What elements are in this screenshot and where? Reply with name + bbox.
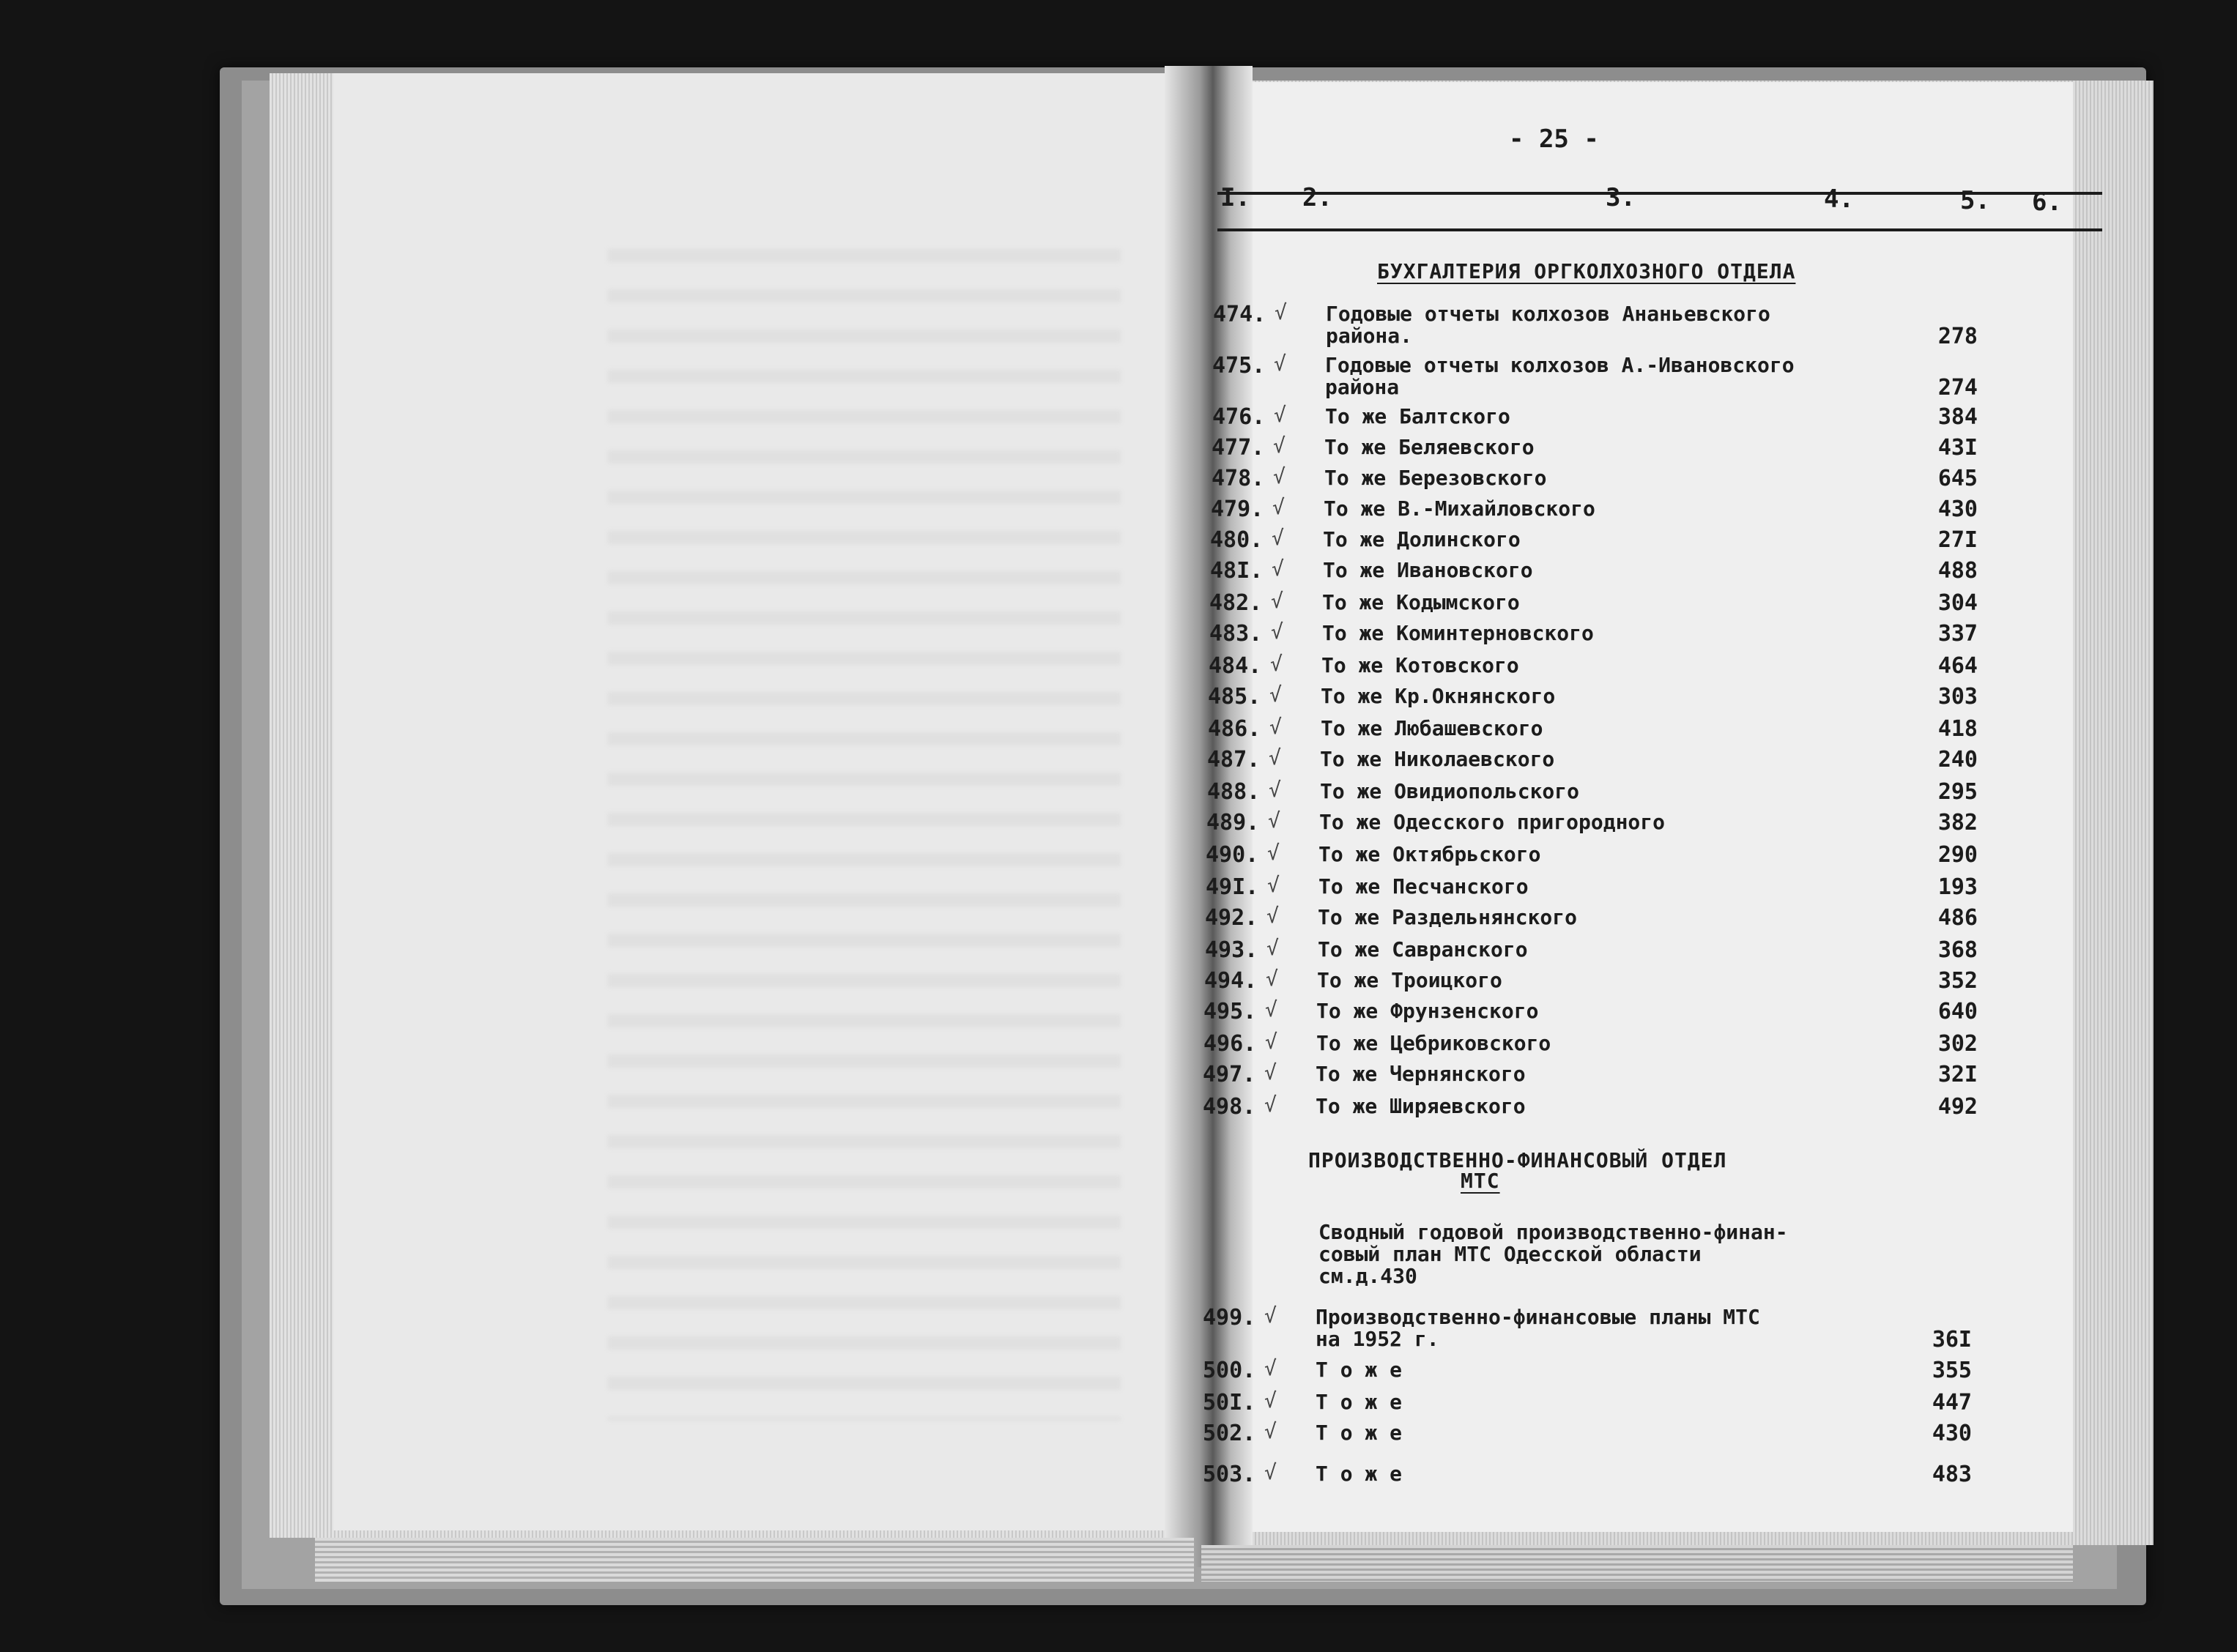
- column-number-5: 5.: [1960, 186, 1990, 215]
- check-mark: √: [1269, 778, 1281, 802]
- item-number: 475.: [1212, 353, 1266, 379]
- item-number: 478.: [1212, 466, 1265, 491]
- check-mark: √: [1269, 745, 1281, 770]
- check-mark: √: [1273, 464, 1286, 488]
- check-mark: √: [1264, 1460, 1277, 1484]
- item-number: 479.: [1211, 496, 1264, 522]
- sheet-count: 36I: [1932, 1327, 1972, 1353]
- item-description: То же Кр.Окнянского: [1321, 684, 1556, 708]
- sheet-count: 483: [1932, 1462, 1972, 1487]
- item-description: Производственно-финансовые планы МТС: [1316, 1305, 1760, 1329]
- check-mark: √: [1271, 589, 1283, 613]
- item-number: 495.: [1203, 999, 1257, 1024]
- item-number: 494.: [1204, 968, 1258, 994]
- check-mark: √: [1264, 1419, 1277, 1443]
- item-number: 503.: [1203, 1462, 1256, 1487]
- item-description: То же Цебриковского: [1316, 1031, 1551, 1055]
- check-mark: √: [1265, 997, 1277, 1022]
- check-mark: √: [1264, 1303, 1277, 1328]
- column-number-1: I.: [1220, 183, 1250, 212]
- item-description: То же Троицкого: [1317, 968, 1502, 992]
- item-description: То же Песчанского: [1318, 874, 1529, 898]
- column-number-3: 3.: [1606, 183, 1636, 212]
- item-description: на 1952 г.: [1316, 1327, 1439, 1351]
- check-mark: √: [1264, 1388, 1277, 1413]
- check-mark: √: [1271, 620, 1283, 644]
- item-number: 502.: [1203, 1421, 1256, 1446]
- check-mark: √: [1269, 682, 1282, 707]
- item-description: То же Октябрьского: [1318, 842, 1541, 866]
- item-description: То же Кодымского: [1322, 590, 1520, 614]
- check-mark: √: [1272, 526, 1284, 550]
- check-mark: √: [1268, 808, 1280, 833]
- sheet-count: 447: [1932, 1390, 1972, 1415]
- item-number: 493.: [1205, 937, 1258, 963]
- check-mark: √: [1269, 715, 1282, 739]
- page-number: - 25 -: [1509, 124, 1599, 154]
- item-description: То же Долинского: [1323, 527, 1521, 551]
- check-mark: √: [1264, 1356, 1277, 1380]
- item-number: 497.: [1203, 1062, 1256, 1087]
- sheet-count: 295: [1937, 779, 1978, 805]
- section-note: см.д.430: [1318, 1264, 1417, 1288]
- sheet-count: 303: [1937, 684, 1978, 710]
- sheet-count: 418: [1937, 716, 1978, 742]
- sheet-count: 430: [1932, 1421, 1972, 1446]
- item-description: То же Беляевского: [1324, 435, 1535, 459]
- item-description: Т о ж е: [1316, 1358, 1403, 1382]
- item-number: 476.: [1212, 404, 1266, 430]
- section-note: совый план МТС Одесской области: [1318, 1242, 1702, 1266]
- item-description: То же Котовского: [1321, 653, 1519, 677]
- item-number: 477.: [1212, 435, 1265, 461]
- check-mark: √: [1264, 1093, 1277, 1117]
- sheet-count: 488: [1937, 558, 1978, 584]
- item-description: То же Балтского: [1325, 404, 1510, 428]
- item-description: То же Любашевского: [1321, 716, 1543, 740]
- column-number-4: 4.: [1824, 185, 1854, 214]
- check-mark: √: [1272, 495, 1285, 519]
- check-mark: √: [1274, 403, 1286, 427]
- item-description: Т о ж е: [1316, 1390, 1403, 1414]
- sheet-count: 278: [1937, 324, 1978, 349]
- sheet-count: 32I: [1937, 1062, 1978, 1087]
- check-mark: √: [1267, 873, 1280, 897]
- check-mark: √: [1274, 351, 1286, 376]
- item-number: 490.: [1206, 842, 1259, 868]
- item-number: 486.: [1208, 716, 1261, 742]
- check-mark: √: [1266, 936, 1279, 960]
- item-number: 499.: [1203, 1305, 1256, 1331]
- column-number-6: 6.: [2032, 187, 2062, 217]
- item-number: 496.: [1203, 1031, 1257, 1057]
- sheet-count: 384: [1937, 404, 1978, 430]
- sheet-count: 193: [1937, 874, 1978, 900]
- section-note: Сводный годовой производственно-финан-: [1318, 1220, 1788, 1244]
- column-number-2: 2.: [1302, 183, 1332, 212]
- item-number: 500.: [1203, 1358, 1256, 1383]
- item-description: Т о ж е: [1316, 1421, 1403, 1445]
- sheet-count: 290: [1937, 842, 1978, 868]
- item-number: 484.: [1209, 653, 1262, 679]
- header-rule-bottom: [1217, 228, 2102, 231]
- item-description: То же Чернянского: [1316, 1062, 1526, 1086]
- item-description: То же Савранского: [1318, 937, 1528, 961]
- item-description: То же Березовского: [1324, 466, 1547, 490]
- item-description: То же Коминтерновского: [1322, 621, 1594, 645]
- item-description: То же Раздельнянского: [1318, 905, 1578, 929]
- sheet-count: 645: [1937, 466, 1978, 491]
- item-description: То же Фрунзенского: [1316, 999, 1539, 1023]
- check-mark: √: [1264, 1060, 1277, 1084]
- item-description: Годовые отчеты колхозов Ананьевского: [1326, 302, 1770, 326]
- check-mark: √: [1275, 300, 1287, 324]
- item-description: Т о ж е: [1316, 1462, 1403, 1486]
- check-mark: √: [1266, 904, 1279, 928]
- section-title-line2: МТС: [1461, 1169, 1500, 1193]
- item-description: То же Одесского пригородного: [1319, 810, 1666, 834]
- item-number: 498.: [1203, 1094, 1256, 1120]
- sheet-count: 382: [1937, 810, 1978, 836]
- sheet-count: 302: [1937, 1031, 1978, 1057]
- sheet-count: 368: [1937, 937, 1978, 963]
- item-description: То же Николаевского: [1320, 747, 1555, 771]
- item-number: 474.: [1213, 302, 1266, 327]
- item-number: 485.: [1208, 684, 1261, 710]
- item-description: То же Ширяевского: [1316, 1094, 1526, 1118]
- section-title: БУХГАЛТЕРИЯ ОРГКОЛХОЗНОГО ОТДЕЛА: [1377, 259, 1796, 283]
- sheet-count: 430: [1937, 496, 1978, 522]
- item-number: 49I.: [1206, 874, 1259, 900]
- sheet-count: 240: [1937, 747, 1978, 773]
- check-mark: √: [1267, 841, 1280, 865]
- item-number: 50I.: [1203, 1390, 1256, 1415]
- sheet-count: 640: [1937, 999, 1978, 1024]
- sheet-count: 274: [1937, 375, 1978, 401]
- sheet-count: 464: [1937, 653, 1978, 679]
- item-number: 482.: [1209, 590, 1263, 616]
- item-number: 489.: [1206, 810, 1260, 836]
- sheet-count: 337: [1937, 621, 1978, 647]
- item-description: Годовые отчеты колхозов А.-Ивановского: [1325, 353, 1795, 377]
- check-mark: √: [1270, 652, 1283, 676]
- sheet-count: 492: [1937, 1094, 1978, 1120]
- sheet-count: 304: [1937, 590, 1978, 616]
- sheet-count: 352: [1937, 968, 1978, 994]
- sheet-count: 27I: [1937, 527, 1978, 553]
- item-description: района: [1325, 375, 1400, 399]
- item-number: 492.: [1205, 905, 1258, 931]
- item-number: 483.: [1209, 621, 1263, 647]
- sheet-count: 486: [1937, 905, 1978, 931]
- item-description: То же В.-Михайловского: [1324, 496, 1595, 521]
- check-mark: √: [1265, 1030, 1277, 1054]
- item-description: То же Ивановского: [1323, 558, 1533, 582]
- section-title: ПРОИЗВОДСТВЕННО-ФИНАНСОВЫЙ ОТДЕЛ: [1308, 1148, 1727, 1172]
- item-number: 480.: [1210, 527, 1264, 553]
- item-number: 487.: [1207, 747, 1261, 773]
- sheet-count: 43I: [1937, 435, 1978, 461]
- check-mark: √: [1272, 557, 1284, 581]
- item-number: 48I.: [1210, 558, 1264, 584]
- item-number: 488.: [1207, 779, 1261, 805]
- sheet-count: 355: [1932, 1358, 1972, 1383]
- item-description: района.: [1326, 324, 1413, 348]
- check-mark: √: [1273, 434, 1286, 458]
- check-mark: √: [1266, 967, 1278, 991]
- item-description: То же Овидиопольского: [1320, 779, 1580, 803]
